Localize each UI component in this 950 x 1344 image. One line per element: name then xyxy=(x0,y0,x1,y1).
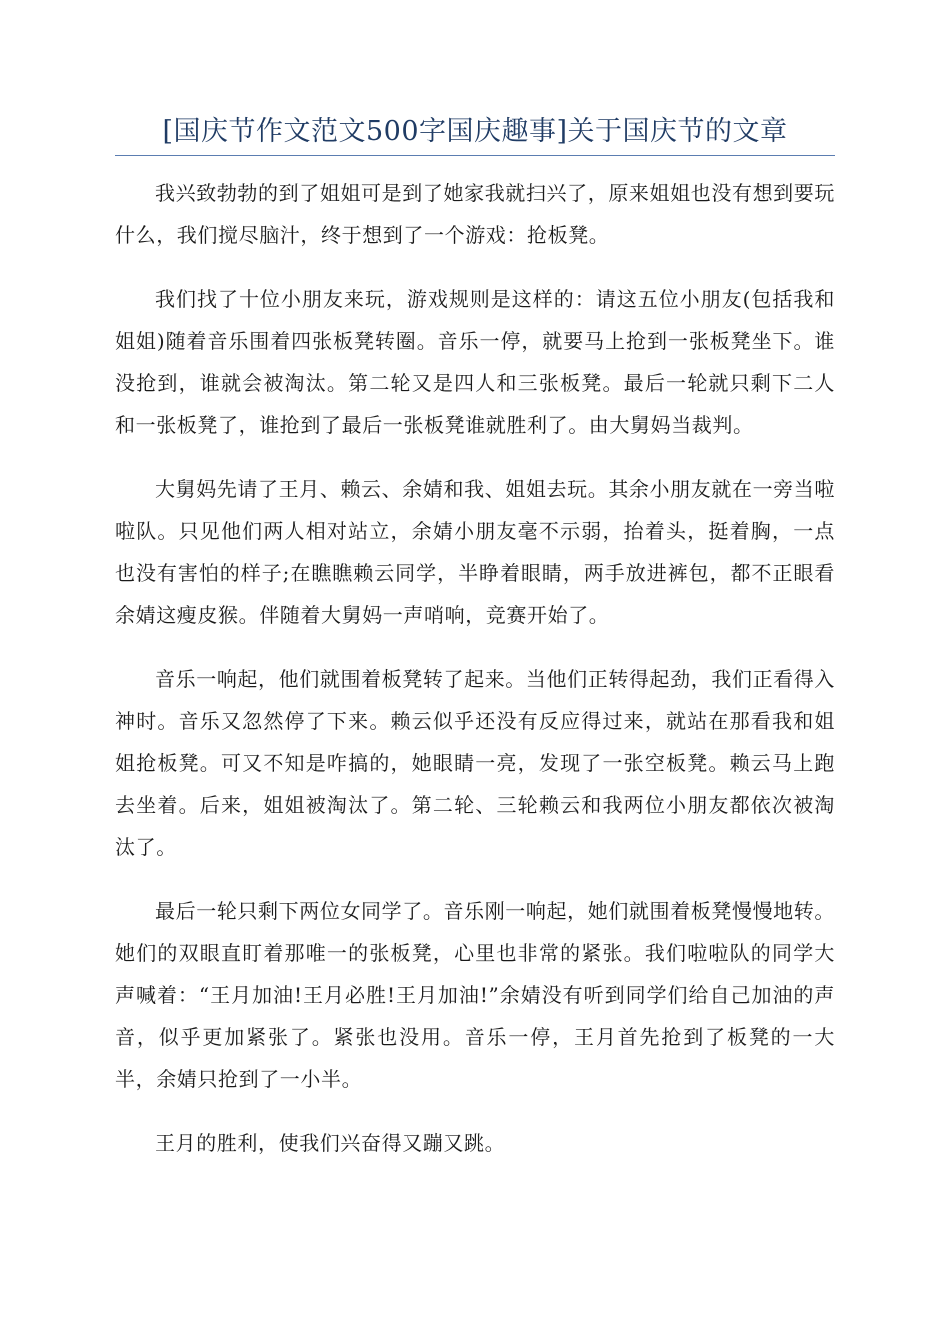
paragraph: 我兴致勃勃的到了姐姐可是到了她家我就扫兴了，原来姐姐也没有想到要玩什么，我们搅尽脑汁，终于想到了一个游戏：抢板凳。 xyxy=(115,181,835,247)
title-underline xyxy=(115,155,835,156)
paragraph: 音乐一响起，他们就围着板凳转了起来。当他们正转得起劲，我们正看得入神时。音乐又忽然停了下来。赖云似乎还没有反应得过来，就站在那看我和姐姐抢板凳。可又不知是咋搞的，她眼睛一亮，发现了一张空板凳。赖云马上跑去坐着。后来，姐姐被淘汰了。第二轮、三轮赖云和我两位小朋友都依次被淘汰了。 xyxy=(115,667,835,859)
paragraph: 最后一轮只剩下两位女同学了。音乐刚一响起，她们就围着板凳慢慢地转。她们的双眼直盯着那唯一的张板凳，心里也非常的紧张。我们啦啦队的同学大声喊着：“王月加油!王月必胜!王月加油!”余婧没有听到同学们给自己加油的声音，似乎更加紧张了。紧张也没用。音乐一停，王月首先抢到了板凳的一大半，余婧只抢到了一小半。 xyxy=(115,899,835,1091)
document-body xyxy=(115,172,835,1186)
document-title: [国庆节作文范文500字国庆趣事]关于国庆节的文章 xyxy=(162,116,788,147)
paragraph: 我们找了十位小朋友来玩，游戏规则是这样的：请这五位小朋友(包括我和姐姐)随着音乐围着四张板凳转圈。音乐一停，就要马上抢到一张板凳坐下。谁没抢到，谁就会被淘汰。第二轮又是四人和三张板凳。最后一轮就只剩下二人和一张板凳了，谁抢到了最后一张板凳谁就胜利了。由大舅妈当裁判。 xyxy=(115,287,835,437)
paragraph: 大舅妈先请了王月、赖云、余婧和我、姐姐去玩。其余小朋友就在一旁当啦啦队。只见他们两人相对站立，余婧小朋友毫不示弱，抬着头，挺着胸，一点也没有害怕的样子;在瞧瞧赖云同学，半睁着眼睛，两手放进裤包，都不正眼看余婧这瘦皮猴。伴随着大舅妈一声哨响，竞赛开始了。 xyxy=(115,477,835,627)
paragraph: 王月的胜利，使我们兴奋得又蹦又跳。 xyxy=(155,1131,506,1155)
